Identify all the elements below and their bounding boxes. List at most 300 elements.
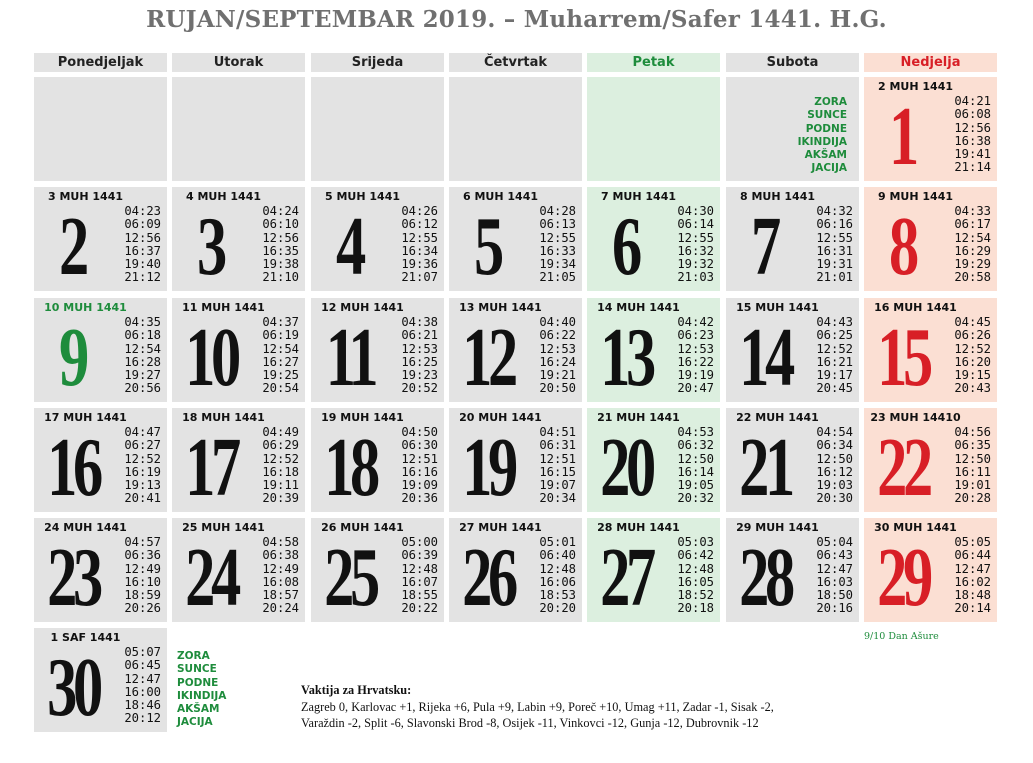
prayer-label: JACIJA <box>177 716 213 729</box>
prayer-time: 12:56 <box>124 230 161 245</box>
prayer-time: 16:19 <box>124 464 161 479</box>
prayer-time: 12:50 <box>954 451 991 466</box>
day-number: 20 <box>600 420 652 514</box>
hijri-date: 13 MUH 1441 <box>459 301 542 314</box>
prayer-time: 16:27 <box>262 354 299 369</box>
prayer-time: 19:31 <box>816 257 853 272</box>
prayer-time: 04:37 <box>262 315 299 329</box>
day-number: 24 <box>185 530 237 624</box>
prayer-time: 16:20 <box>954 354 991 369</box>
prayer-time: 16:22 <box>677 354 714 369</box>
prayer-time: 06:19 <box>262 328 299 343</box>
day-number: 15 <box>877 310 929 404</box>
day-cell <box>449 408 582 512</box>
prayer-labels <box>798 96 847 176</box>
day-number: 17 <box>185 420 237 514</box>
prayer-times <box>124 426 161 506</box>
vaktija-title: Vaktija za Hrvatsku: <box>301 683 412 697</box>
prayer-times <box>954 95 991 175</box>
day-number: 29 <box>877 530 929 624</box>
prayer-time: 19:38 <box>262 257 299 272</box>
prayer-time: 06:32 <box>677 438 714 453</box>
prayer-times <box>124 316 161 396</box>
hijri-date: 16 MUH 1441 <box>874 301 957 314</box>
day-cell <box>311 408 444 512</box>
prayer-times <box>816 426 853 506</box>
day-cell <box>726 187 859 291</box>
day-number: 8 <box>888 199 918 293</box>
prayer-time: 05:00 <box>401 535 438 549</box>
hijri-date: 1 SAF 1441 <box>50 631 121 644</box>
day-number: 30 <box>47 640 99 734</box>
prayer-label: AKŠAM <box>804 149 847 162</box>
prayer-time: 20:16 <box>816 601 853 616</box>
prayer-time: 16:32 <box>677 243 714 258</box>
day-number: 7 <box>750 199 780 293</box>
prayer-time: 12:55 <box>816 230 853 245</box>
prayer-time: 06:39 <box>401 548 438 563</box>
prayer-times <box>677 426 714 506</box>
prayer-time: 04:24 <box>262 204 299 218</box>
empty-cell <box>311 77 444 181</box>
prayer-time: 16:12 <box>816 464 853 479</box>
prayer-label: PODNE <box>805 122 847 135</box>
prayer-times <box>816 536 853 616</box>
day-number: 14 <box>739 310 791 404</box>
day-number: 23 <box>47 530 99 624</box>
hijri-date: 2 MUH 1441 <box>877 80 953 93</box>
prayer-time: 06:38 <box>262 548 299 563</box>
day-number: 2 <box>58 199 88 293</box>
prayer-time: 20:58 <box>954 270 991 285</box>
day-number: 28 <box>739 530 791 624</box>
prayer-time: 20:24 <box>262 601 299 616</box>
day-cell <box>172 298 305 402</box>
prayer-time: 12:52 <box>816 341 853 356</box>
prayer-time: 16:15 <box>539 464 576 479</box>
hijri-date: 12 MUH 1441 <box>321 301 404 314</box>
prayer-time: 12:53 <box>401 341 438 356</box>
hijri-date: 6 MUH 1441 <box>462 190 538 203</box>
prayer-labels-legend-bottom <box>177 650 226 730</box>
day-cell <box>587 408 720 512</box>
hijri-date: 18 MUH 1441 <box>182 411 265 424</box>
prayer-time: 04:32 <box>816 204 853 218</box>
prayer-time: 18:46 <box>124 698 161 713</box>
prayer-time: 16:16 <box>401 464 438 479</box>
hijri-date: 15 MUH 1441 <box>736 301 819 314</box>
prayer-time: 21:14 <box>954 160 991 175</box>
prayer-time: 05:04 <box>816 535 853 549</box>
prayer-time: 06:09 <box>124 217 161 232</box>
prayer-times <box>262 426 299 506</box>
prayer-time: 16:11 <box>954 464 991 479</box>
empty-cell <box>587 77 720 181</box>
day-number: 18 <box>324 420 376 514</box>
prayer-time: 20:56 <box>124 381 161 396</box>
prayer-time: 04:26 <box>401 204 438 218</box>
prayer-time: 20:54 <box>262 381 299 396</box>
hijri-date: 4 MUH 1441 <box>185 190 261 203</box>
hijri-date: 9 MUH 1441 <box>877 190 953 203</box>
prayer-time: 06:29 <box>262 438 299 453</box>
prayer-time: 20:41 <box>124 491 161 506</box>
hijri-date: 17 MUH 1441 <box>44 411 127 424</box>
prayer-time: 21:12 <box>124 270 161 285</box>
day-cell <box>172 408 305 512</box>
prayer-times <box>401 316 438 396</box>
prayer-time: 16:31 <box>816 243 853 258</box>
day-number: 1 <box>888 89 918 183</box>
prayer-time: 06:25 <box>816 328 853 343</box>
prayer-time: 04:45 <box>954 315 991 329</box>
prayer-time: 20:34 <box>539 491 576 506</box>
prayer-time: 16:29 <box>954 243 991 258</box>
prayer-time: 06:10 <box>262 217 299 232</box>
prayer-time: 04:57 <box>124 535 161 549</box>
prayer-label: AKŠAM <box>177 703 220 716</box>
prayer-time: 04:56 <box>954 425 991 439</box>
day-number: 6 <box>611 199 641 293</box>
prayer-time: 06:27 <box>124 438 161 453</box>
prayer-label: ZORA <box>177 650 210 662</box>
prayer-time: 21:03 <box>677 270 714 285</box>
prayer-time: 21:10 <box>262 270 299 285</box>
hijri-date: 25 MUH 1441 <box>182 521 265 534</box>
prayer-time: 12:51 <box>401 451 438 466</box>
prayer-time: 06:36 <box>124 548 161 563</box>
prayer-time: 19:17 <box>816 368 853 383</box>
prayer-time: 16:18 <box>262 464 299 479</box>
day-cell <box>726 518 859 622</box>
prayer-time: 12:55 <box>677 230 714 245</box>
prayer-time: 12:54 <box>954 230 991 245</box>
prayer-label: SUNCE <box>807 109 847 122</box>
prayer-label: JACIJA <box>811 162 847 175</box>
day-cell <box>587 298 720 402</box>
day-cell <box>34 298 167 402</box>
weekday-header: Ponedjeljak <box>34 53 167 72</box>
prayer-time: 19:27 <box>124 368 161 383</box>
day-number: 27 <box>600 530 652 624</box>
prayer-time: 20:22 <box>401 601 438 616</box>
prayer-time: 12:47 <box>954 561 991 576</box>
prayer-time: 06:31 <box>539 438 576 453</box>
prayer-time: 06:43 <box>816 548 853 563</box>
prayer-time: 19:29 <box>954 257 991 272</box>
prayer-time: 12:53 <box>539 341 576 356</box>
prayer-time: 20:39 <box>262 491 299 506</box>
prayer-time: 05:05 <box>954 535 991 549</box>
day-cell <box>34 518 167 622</box>
prayer-time: 06:34 <box>816 438 853 453</box>
prayer-time: 04:43 <box>816 315 853 329</box>
prayer-time: 06:35 <box>954 438 991 453</box>
prayer-time: 06:17 <box>954 217 991 232</box>
prayer-time: 04:23 <box>124 204 161 218</box>
day-cell <box>311 518 444 622</box>
prayer-times <box>124 205 161 285</box>
prayer-time: 19:21 <box>539 368 576 383</box>
hijri-date: 23 MUH 14410 <box>870 411 961 424</box>
prayer-time: 16:38 <box>954 133 991 148</box>
prayer-legend-cell <box>726 77 859 181</box>
prayer-time: 20:18 <box>677 601 714 616</box>
prayer-times <box>954 205 991 285</box>
weekday-header: Srijeda <box>311 53 444 72</box>
prayer-time: 20:36 <box>401 491 438 506</box>
prayer-time: 12:52 <box>124 451 161 466</box>
prayer-time: 16:05 <box>677 574 714 589</box>
prayer-time: 12:47 <box>816 561 853 576</box>
day-cell <box>864 187 997 291</box>
prayer-time: 16:08 <box>262 574 299 589</box>
prayer-label: SUNCE <box>177 663 217 676</box>
prayer-times <box>124 536 161 616</box>
prayer-time: 19:25 <box>262 368 299 383</box>
prayer-time: 19:41 <box>954 147 991 162</box>
prayer-time: 06:30 <box>401 438 438 453</box>
day-number: 3 <box>196 199 226 293</box>
prayer-time: 06:22 <box>539 328 576 343</box>
hijri-date: 19 MUH 1441 <box>321 411 404 424</box>
prayer-time: 05:01 <box>539 535 576 549</box>
prayer-time: 16:03 <box>816 574 853 589</box>
day-number: 22 <box>877 420 929 514</box>
prayer-times <box>124 646 161 726</box>
prayer-label: IKINDIJA <box>177 689 227 702</box>
day-number: 9 <box>58 310 88 404</box>
prayer-time: 04:42 <box>677 315 714 329</box>
weekday-header: Utorak <box>172 53 305 72</box>
prayer-time: 06:13 <box>539 217 576 232</box>
empty-cell <box>172 77 305 181</box>
day-number: 10 <box>185 310 237 404</box>
prayer-time: 06:16 <box>816 217 853 232</box>
prayer-time: 16:21 <box>816 354 853 369</box>
prayer-time: 04:28 <box>539 204 576 218</box>
prayer-time: 18:57 <box>262 588 299 603</box>
hijri-date: 20 MUH 1441 <box>459 411 542 424</box>
prayer-times <box>816 316 853 396</box>
day-cell <box>864 518 997 622</box>
prayer-times <box>677 536 714 616</box>
prayer-time: 12:48 <box>539 561 576 576</box>
prayer-time: 19:36 <box>401 257 438 272</box>
prayer-time: 12:55 <box>401 230 438 245</box>
prayer-time: 19:19 <box>677 368 714 383</box>
prayer-time: 20:52 <box>401 381 438 396</box>
prayer-time: 04:47 <box>124 425 161 439</box>
prayer-time: 19:03 <box>816 478 853 493</box>
prayer-time: 06:42 <box>677 548 714 563</box>
empty-cell <box>34 77 167 181</box>
prayer-label: PODNE <box>177 676 219 689</box>
prayer-time: 12:50 <box>677 451 714 466</box>
prayer-time: 16:37 <box>124 243 161 258</box>
prayer-time: 16:24 <box>539 354 576 369</box>
prayer-time: 16:35 <box>262 243 299 258</box>
day-cell <box>587 518 720 622</box>
hijri-date: 7 MUH 1441 <box>600 190 676 203</box>
hijri-date: 27 MUH 1441 <box>459 521 542 534</box>
day-number: 19 <box>462 420 514 514</box>
prayer-time: 12:48 <box>677 561 714 576</box>
prayer-time: 06:23 <box>677 328 714 343</box>
prayer-time: 12:52 <box>262 451 299 466</box>
prayer-times <box>401 205 438 285</box>
prayer-time: 18:48 <box>954 588 991 603</box>
hijri-date: 5 MUH 1441 <box>324 190 400 203</box>
prayer-time: 16:28 <box>124 354 161 369</box>
prayer-time: 16:33 <box>539 243 576 258</box>
prayer-times <box>954 426 991 506</box>
day-cell <box>34 628 167 732</box>
prayer-time: 06:14 <box>677 217 714 232</box>
prayer-times <box>401 536 438 616</box>
prayer-times <box>816 205 853 285</box>
prayer-times <box>539 205 576 285</box>
prayer-time: 06:21 <box>401 328 438 343</box>
day-cell <box>311 187 444 291</box>
prayer-times <box>539 316 576 396</box>
weekday-header: Petak <box>587 53 720 72</box>
prayer-time: 19:40 <box>124 257 161 272</box>
prayer-time: 06:40 <box>539 548 576 563</box>
day-number: 4 <box>335 199 365 293</box>
prayer-time: 19:13 <box>124 478 161 493</box>
prayer-time: 06:08 <box>954 107 991 122</box>
hijri-date: 22 MUH 1441 <box>736 411 819 424</box>
prayer-time: 20:12 <box>124 711 161 726</box>
weekday-header: Četvrtak <box>449 53 582 72</box>
hijri-date: 8 MUH 1441 <box>739 190 815 203</box>
prayer-time: 21:01 <box>816 270 853 285</box>
prayer-time: 20:47 <box>677 381 714 396</box>
prayer-time: 05:07 <box>124 645 161 659</box>
day-number: 13 <box>600 310 652 404</box>
prayer-time: 12:56 <box>954 120 991 135</box>
prayer-times <box>262 536 299 616</box>
prayer-time: 19:01 <box>954 478 991 493</box>
day-number: 26 <box>462 530 514 624</box>
weekday-header: Subota <box>726 53 859 72</box>
prayer-time: 20:20 <box>539 601 576 616</box>
prayer-time: 06:12 <box>401 217 438 232</box>
day-number: 16 <box>47 420 99 514</box>
prayer-time: 20:32 <box>677 491 714 506</box>
prayer-time: 19:07 <box>539 478 576 493</box>
hijri-date: 24 MUH 1441 <box>44 521 127 534</box>
prayer-time: 06:26 <box>954 328 991 343</box>
prayer-time: 04:33 <box>954 204 991 218</box>
prayer-times <box>539 426 576 506</box>
prayer-time: 16:10 <box>124 574 161 589</box>
prayer-label: ZORA <box>814 96 847 108</box>
prayer-time: 12:56 <box>262 230 299 245</box>
day-cell <box>587 187 720 291</box>
vaktija-line: Varaždin -2, Split -6, Slavonski Brod -8, Osijek -11, Vinkovci -12, Gunja -12, Dubrovnik -12 <box>301 716 759 730</box>
prayer-time: 20:26 <box>124 601 161 616</box>
prayer-time: 19:05 <box>677 478 714 493</box>
day-cell <box>726 298 859 402</box>
prayer-time: 06:18 <box>124 328 161 343</box>
day-cell <box>864 408 997 512</box>
day-cell <box>864 298 997 402</box>
prayer-time: 19:34 <box>539 257 576 272</box>
prayer-time: 18:55 <box>401 588 438 603</box>
day-cell <box>311 298 444 402</box>
hijri-date: 21 MUH 1441 <box>597 411 680 424</box>
day-number: 5 <box>473 199 503 293</box>
prayer-time: 04:30 <box>677 204 714 218</box>
prayer-time: 12:55 <box>539 230 576 245</box>
prayer-time: 16:06 <box>539 574 576 589</box>
prayer-time: 12:49 <box>124 561 161 576</box>
prayer-time: 20:50 <box>539 381 576 396</box>
hijri-date: 11 MUH 1441 <box>182 301 265 314</box>
day-cell <box>449 518 582 622</box>
prayer-time: 12:53 <box>677 341 714 356</box>
hijri-date: 10 MUH 1441 <box>44 301 127 314</box>
day-cell <box>726 408 859 512</box>
prayer-time: 04:40 <box>539 315 576 329</box>
prayer-time: 20:43 <box>954 381 991 396</box>
day-cell <box>34 187 167 291</box>
empty-cell <box>449 77 582 181</box>
prayer-time: 04:21 <box>954 94 991 108</box>
prayer-time: 04:51 <box>539 425 576 439</box>
prayer-time: 20:28 <box>954 491 991 506</box>
prayer-time: 20:45 <box>816 381 853 396</box>
prayer-time: 06:45 <box>124 658 161 673</box>
hijri-date: 29 MUH 1441 <box>736 521 819 534</box>
prayer-time: 16:34 <box>401 243 438 258</box>
prayer-time: 04:50 <box>401 425 438 439</box>
prayer-time: 06:44 <box>954 548 991 563</box>
prayer-time: 19:32 <box>677 257 714 272</box>
prayer-time: 18:59 <box>124 588 161 603</box>
prayer-time: 04:49 <box>262 425 299 439</box>
prayer-times <box>677 205 714 285</box>
prayer-time: 12:48 <box>401 561 438 576</box>
hijri-date: 28 MUH 1441 <box>597 521 680 534</box>
prayer-time: 19:15 <box>954 368 991 383</box>
prayer-time: 12:54 <box>262 341 299 356</box>
prayer-time: 16:14 <box>677 464 714 479</box>
day-cell <box>172 518 305 622</box>
prayer-time: 18:50 <box>816 588 853 603</box>
prayer-times <box>677 316 714 396</box>
prayer-time: 16:02 <box>954 574 991 589</box>
day-number: 11 <box>325 310 375 404</box>
day-cell <box>172 187 305 291</box>
day-cell <box>449 298 582 402</box>
day-cell <box>34 408 167 512</box>
prayer-time: 18:53 <box>539 588 576 603</box>
day-number: 21 <box>739 420 791 514</box>
page-title: RUJAN/SEPTEMBAR 2019. – Muharrem/Safer 1441. H.G. <box>146 6 887 33</box>
hijri-date: 3 MUH 1441 <box>47 190 123 203</box>
prayer-time: 04:58 <box>262 535 299 549</box>
prayer-time: 19:23 <box>401 368 438 383</box>
prayer-times <box>954 536 991 616</box>
prayer-time: 20:30 <box>816 491 853 506</box>
prayer-time: 12:51 <box>539 451 576 466</box>
prayer-time: 18:52 <box>677 588 714 603</box>
prayer-time: 04:54 <box>816 425 853 439</box>
vaktija-line: Zagreb 0, Karlovac +1, Rijeka +6, Pula +9, Labin +9, Poreč +10, Umag +11, Zadar -1, Sisak -2, <box>301 699 774 714</box>
